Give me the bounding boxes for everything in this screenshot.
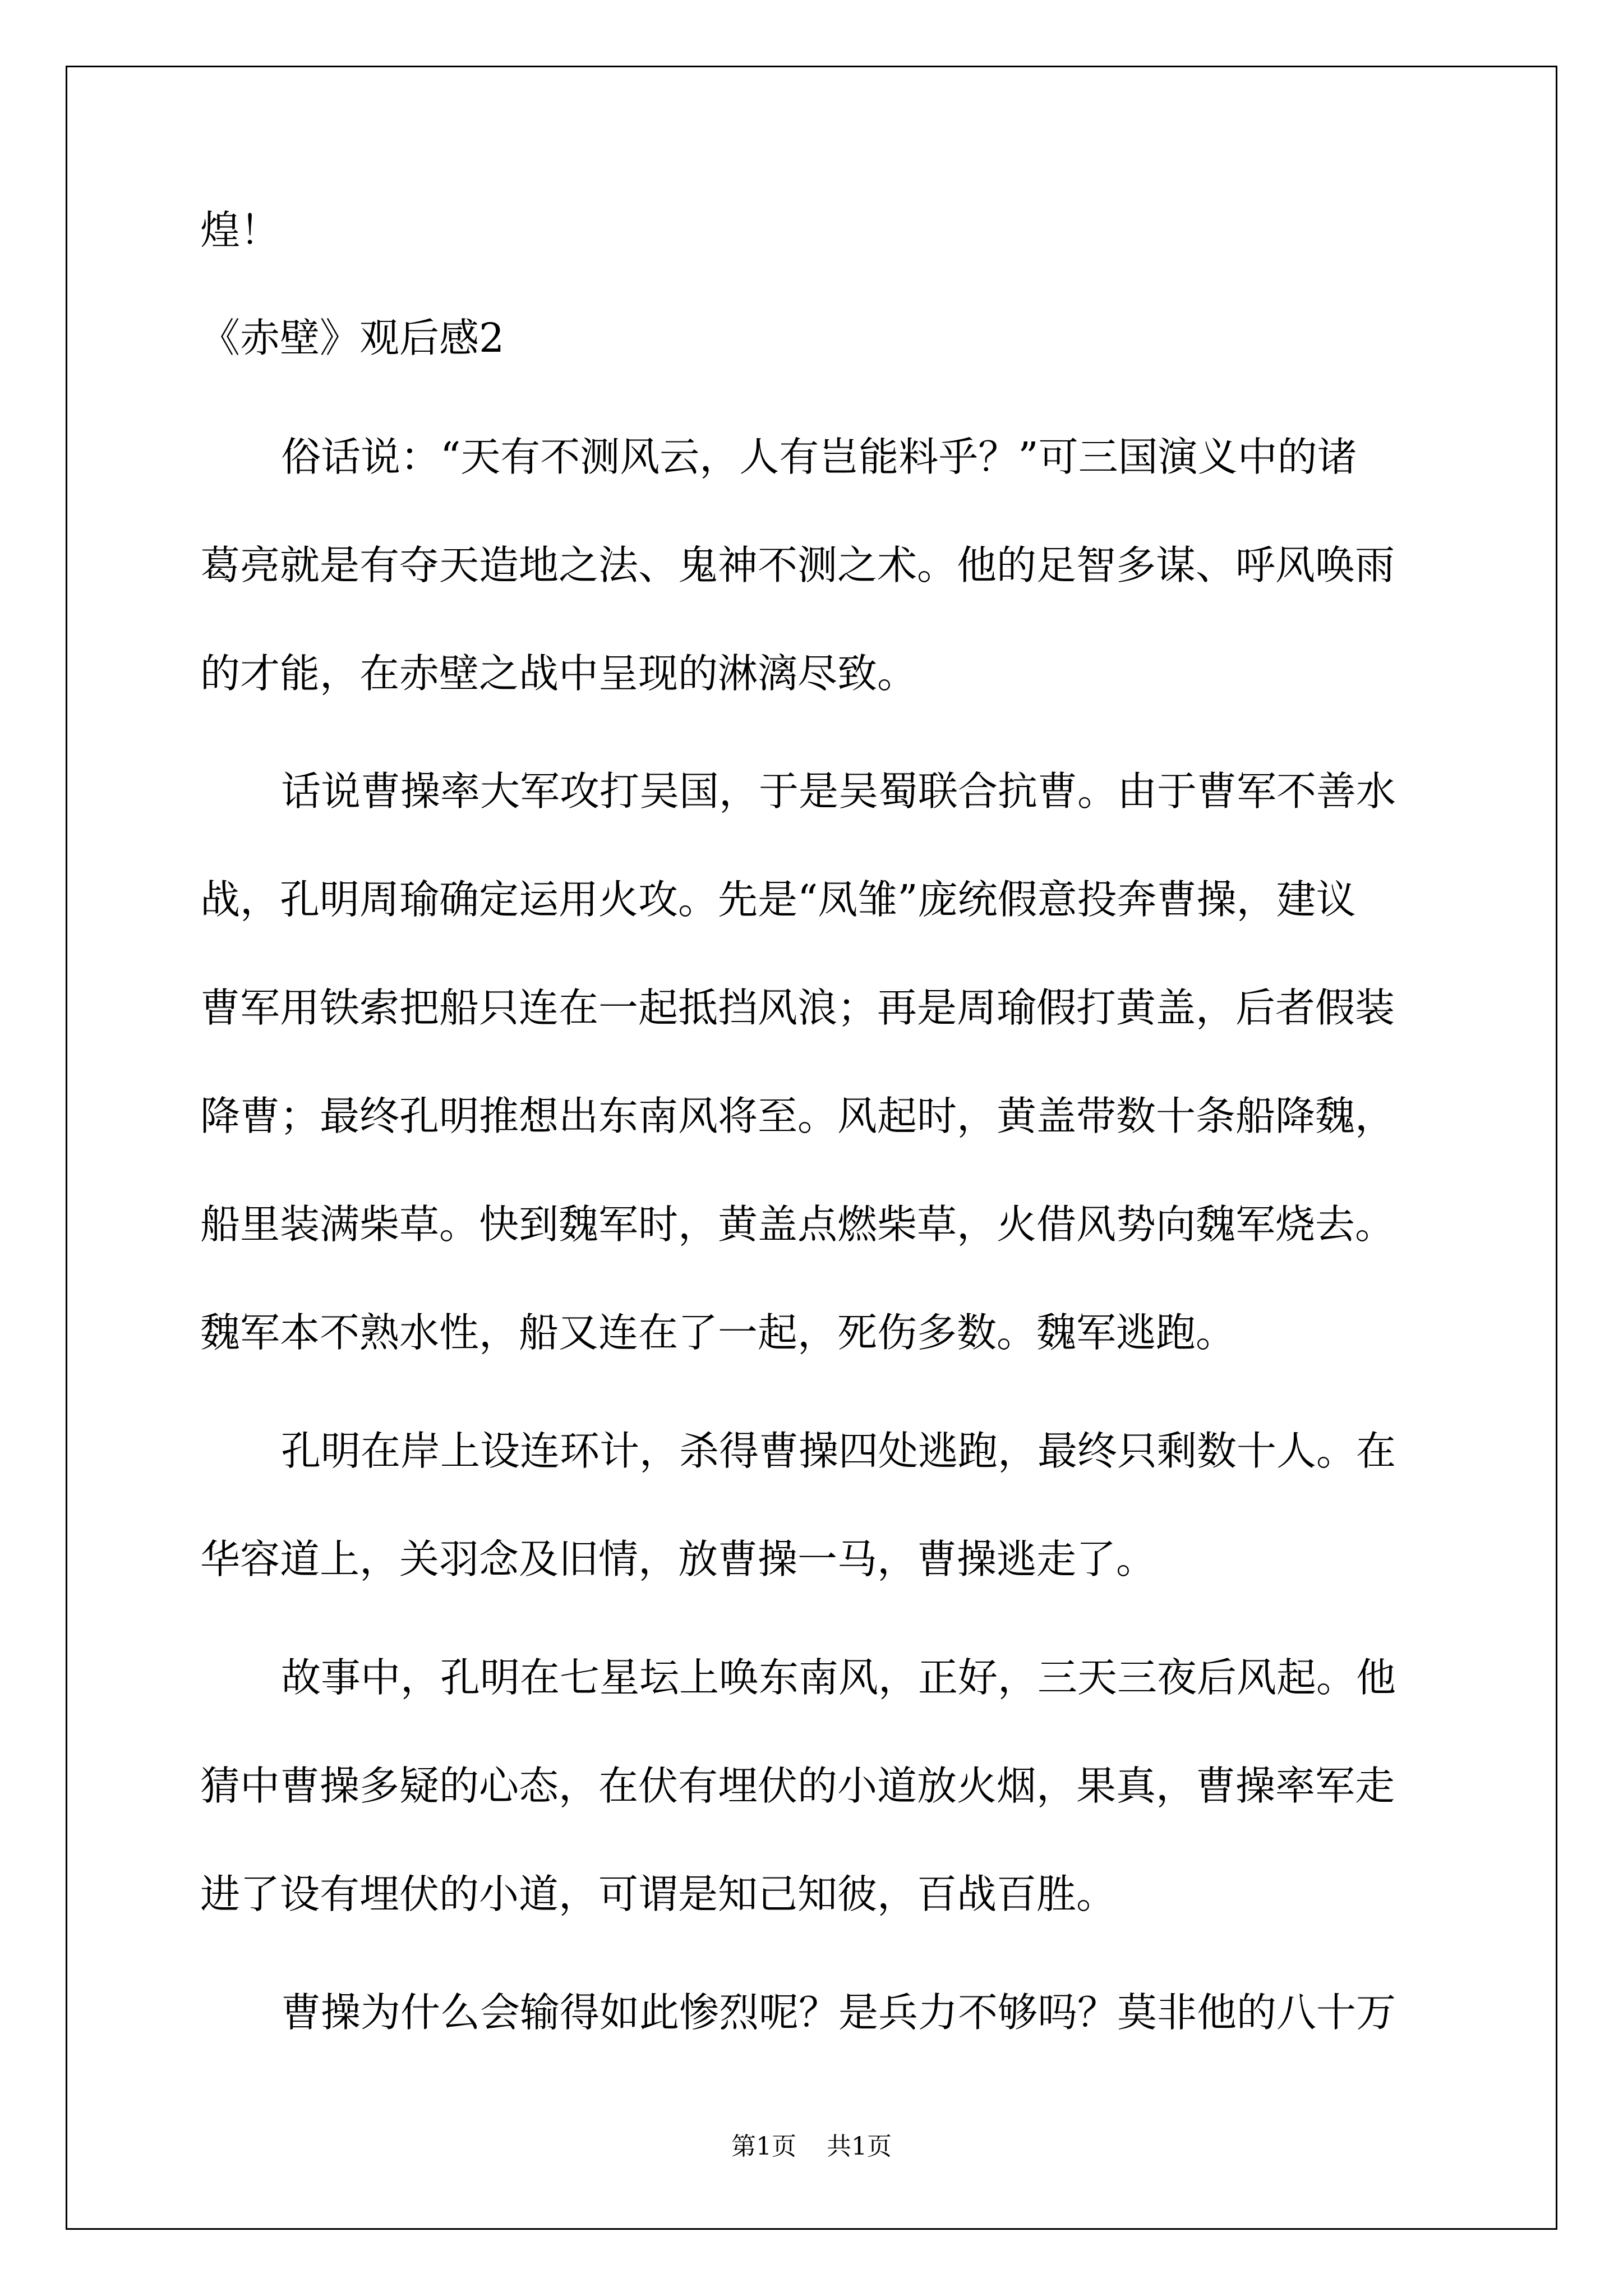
text-line: 船里装满柴草。快到魏军时，黄盖点燃柴草，火借风势向魏军烧去。 [200,1201,1395,1248]
text-line: 曹操为什么会输得如此惨烈呢？是兵力不够吗？莫非他的八十万 [281,1989,1396,2036]
section-title: 《赤壁》观后感2 [200,315,505,361]
text-line: 故事中，孔明在七星坛上唤东南风，正好，三天三夜后风起。他 [281,1654,1396,1701]
text-line: 话说曹操率大军攻打吴国，于是吴蜀联合抗曹。由于曹军不善水 [281,768,1396,815]
text-line: 进了设有埋伏的小道，可谓是知己知彼，百战百胜。 [200,1871,1117,1917]
text-line: 魏军本不熟水性，船又连在了一起，死伤多数。魏军逃跑。 [200,1309,1236,1356]
text-line: 俗话说：“天有不测风云，人有岂能料乎？”可三国演义中的诸 [281,434,1357,480]
text-line: 曹军用铁索把船只连在一起抵挡风浪；再是周瑜假打黄盖，后者假装 [200,984,1395,1031]
text-line: 孔明在岸上设连环计，杀得曹操四处逃跑，最终只剩数十人。在 [281,1428,1396,1474]
page-number: 第1页 [731,2132,796,2161]
text-line: 葛亮就是有夺天造地之法、鬼神不测之术。他的足智多谋、呼风唤雨 [200,542,1395,588]
text-line: 战，孔明周瑜确定运用火攻。先是“凤雏”庞统假意投奔曹操，建议 [200,876,1356,923]
text-line: 的才能，在赤壁之战中呈现的淋漓尽致。 [200,650,917,697]
text-line: 煌！ [200,207,280,254]
page-total: 共1页 [827,2132,892,2161]
text-line: 降曹；最终孔明推想出东南风将至。风起时，黄盖带数十条船降魏， [200,1093,1395,1139]
text-line: 华容道上，关羽念及旧情，放曹操一马，曹操逃走了。 [200,1536,1156,1582]
text-line: 猜中曹操多疑的心态，在伏有埋伏的小道放火烟，果真，曹操率军走 [200,1763,1395,1809]
page-footer [0,2126,1623,2162]
